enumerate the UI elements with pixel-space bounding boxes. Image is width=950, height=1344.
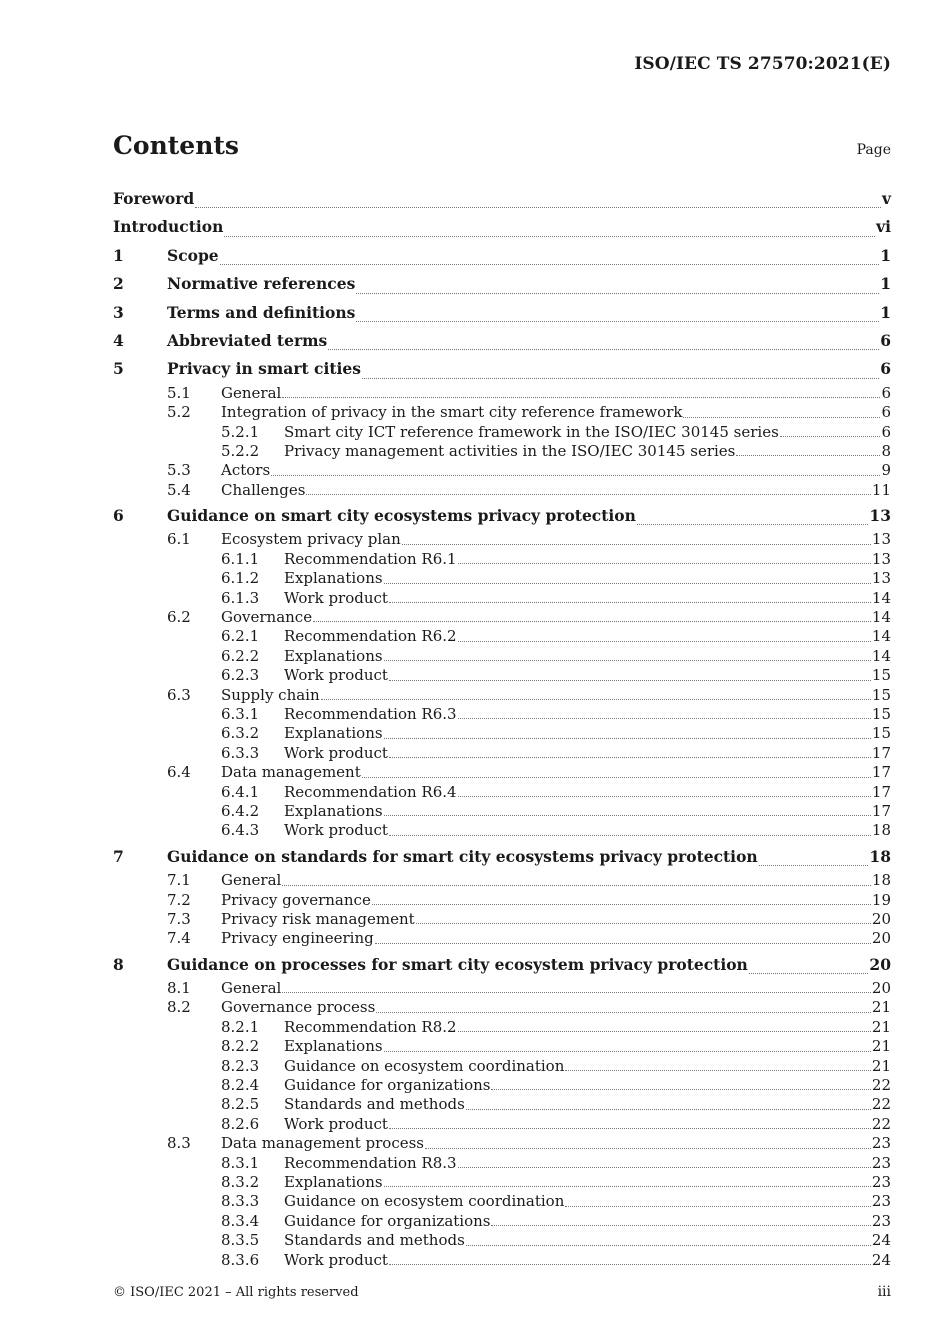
toc-entry-number: 6.1.3 [221,588,260,607]
toc-entry[interactable] [113,627,891,646]
dot-leader [683,417,880,418]
toc-entry-page: v [881,189,891,208]
toc-entry-title: Work product [284,1114,388,1133]
toc-entry-page: 8 [881,441,891,460]
dot-leader [759,865,869,866]
toc-entry-number: 8.2.6 [221,1114,260,1133]
toc-entry-title: Explanations [284,801,383,820]
toc-entry-page: 23 [871,1192,891,1211]
toc-entry-number: 2 [113,274,124,294]
toc-entry-page: 18 [869,846,891,866]
toc-entry[interactable] [113,1231,891,1250]
toc-entry-number: 8.2.4 [221,1076,260,1095]
dot-leader [356,293,879,294]
toc-entry-title: Guidance for organizations [284,1211,491,1230]
toc-entry[interactable] [113,686,891,705]
toc-entry-title: General [221,979,282,998]
dot-leader [321,699,871,700]
toc-entry-title: Normative references [167,274,356,294]
toc-entry[interactable] [113,705,891,724]
toc-entry[interactable] [113,998,891,1017]
toc-entry-title: Introduction [113,217,224,237]
toc-entry-page: 6 [880,359,891,379]
dot-leader [313,621,871,622]
toc-entry-page: 20 [869,954,891,974]
toc-entry-page: 18 [871,821,891,840]
dot-leader [749,973,869,974]
toc-entry-number: 6.2.1 [221,627,260,646]
toc-entry[interactable] [113,871,891,890]
toc-entry-number: 6.3.2 [221,724,260,743]
toc-entry-title: Integration of privacy in the smart city reference framework [221,403,683,422]
dot-leader [458,1031,871,1032]
toc-entry-number: 6.2 [167,608,191,627]
toc-entry-number: 7.4 [167,929,191,948]
toc-entry[interactable] [113,530,891,549]
toc-entry-page: 22 [871,1114,891,1133]
toc-entry[interactable] [113,1018,891,1037]
toc-entry-number: 8.2.3 [221,1056,260,1075]
toc-entry[interactable] [113,589,891,608]
toc-entry[interactable] [113,550,891,569]
toc-entry-number: 8.3 [167,1134,191,1153]
toc-entry-title: Privacy management activities in the ISO/IEC 30145 series [284,441,736,460]
footer-copyright: © ISO/IEC 2021 – All rights reserved [113,1285,359,1300]
dot-leader [375,943,871,944]
dot-leader [271,475,880,476]
toc-entry-page: 17 [871,743,891,762]
dot-leader [458,563,871,564]
dot-leader [466,1109,871,1110]
dot-leader [362,777,871,778]
toc-entry-number: 5.2 [167,403,191,422]
toc-entry-title: Smart city ICT reference framework in the ISO/IEC 30145 series [284,422,779,441]
dot-leader [458,641,871,642]
dot-leader [384,583,871,584]
toc-entry-title: Standards and methods [284,1095,465,1114]
toc-entry[interactable] [113,185,891,213]
toc-entry-number: 8.3.6 [221,1250,260,1269]
toc-entry[interactable] [113,910,891,929]
dot-leader [458,1167,871,1168]
toc-entry-title: Privacy engineering [221,929,374,948]
dot-leader [282,885,871,886]
dot-leader [491,1225,870,1226]
dot-leader [356,321,879,322]
toc-entry-title: Challenges [221,480,306,499]
toc-entry[interactable] [113,1076,891,1095]
toc-entry-number: 8.2.5 [221,1095,260,1114]
toc-entry-number: 6.3 [167,685,191,704]
toc-entry-title: Terms and definitions [167,302,356,322]
toc-entry-title: Guidance on standards for smart city ecosystems privacy protection [167,846,758,866]
toc-entry-title: Guidance on ecosystem coordination [284,1056,565,1075]
toc-entry-page: 17 [871,763,891,782]
toc-entry-page: 20 [871,909,891,928]
toc-entry-title: Recommendation R6.4 [284,782,457,801]
toc-entry-page: 15 [871,685,891,704]
toc-entry-page: 6 [881,422,891,441]
toc-entry-page: 15 [871,666,891,685]
toc-entry-page: 23 [871,1211,891,1230]
toc-entry-title: Work product [284,1250,388,1269]
table-of-contents [113,185,891,1270]
toc-entry-page: 22 [871,1076,891,1095]
toc-entry[interactable] [113,744,891,763]
dot-leader [466,1245,871,1246]
toc-entry-number: 6.4 [167,763,191,782]
toc-entry[interactable] [113,1134,891,1153]
toc-entry-page: 14 [871,627,891,646]
dot-leader [306,494,871,495]
toc-entry-page: 13 [871,530,891,549]
toc-entry-number: 6.1.1 [221,549,260,568]
toc-entry-page: 6 [881,383,891,402]
toc-entry-number: 8.3.1 [221,1153,260,1172]
toc-entry-page: 9 [881,461,891,480]
dot-leader [224,236,875,237]
dot-leader [376,1012,871,1013]
toc-entry-title: Work product [284,821,388,840]
toc-entry-page: 18 [871,871,891,890]
toc-entry[interactable] [113,608,891,627]
toc-entry[interactable] [113,327,891,355]
toc-entry-number: 6 [113,506,124,526]
toc-entry[interactable] [113,461,891,480]
toc-entry[interactable] [113,423,891,442]
toc-entry-number: 4 [113,330,124,350]
toc-entry-page: 13 [871,569,891,588]
toc-entry-page: 6 [880,330,891,350]
dot-leader [637,524,869,525]
footer-page-number: iii [877,1284,891,1300]
dot-leader [389,602,871,603]
toc-entry-number: 5.4 [167,480,191,499]
dot-leader [458,718,871,719]
dot-leader [372,904,871,905]
dot-leader [425,1148,871,1149]
toc-entry[interactable] [113,1057,891,1076]
toc-entry-number: 5.2.1 [221,422,260,441]
toc-entry-page: 1 [880,245,891,265]
toc-entry-page: 21 [871,1037,891,1056]
toc-entry-title: Recommendation R8.3 [284,1153,457,1172]
dot-leader [195,207,881,208]
toc-entry[interactable] [113,213,891,241]
toc-entry-page: 23 [871,1172,891,1191]
toc-entry-title: Supply chain [221,685,320,704]
toc-entry-number: 5.2.2 [221,441,260,460]
toc-entry-page: 15 [871,704,891,723]
dot-leader [402,544,871,545]
toc-entry-page: 22 [871,1095,891,1114]
toc-entry-title: Work product [284,666,388,685]
toc-entry-number: 6.4.2 [221,801,260,820]
toc-entry[interactable] [113,242,891,270]
toc-entry-number: 7.2 [167,890,191,909]
toc-entry-number: 8.2 [167,998,191,1017]
toc-entry-page: 1 [880,302,891,322]
dot-leader [565,1206,871,1207]
toc-entry-number: 7.3 [167,909,191,928]
toc-entry-number: 8.2.2 [221,1037,260,1056]
toc-entry[interactable] [113,1173,891,1192]
toc-entry[interactable] [113,951,891,979]
toc-entry-number: 6.1.2 [221,569,260,588]
toc-entry-title: General [221,383,282,402]
toc-entry-page: 21 [871,998,891,1017]
toc-entry-page: 17 [871,801,891,820]
dot-leader [389,757,871,758]
dot-leader [328,349,879,350]
toc-entry-number: 7 [113,846,124,866]
dot-leader [736,455,880,456]
toc-entry-title: Recommendation R6.3 [284,704,457,723]
toc-entry-title: Privacy in smart cities [167,359,362,379]
toc-entry-number: 8.3.4 [221,1211,260,1230]
toc-entry[interactable] [113,647,891,666]
toc-entry-number: 3 [113,302,124,322]
toc-entry[interactable] [113,1154,891,1173]
toc-entry-page: 14 [871,608,891,627]
toc-entry[interactable] [113,843,891,871]
toc-entry-number: 6.2.3 [221,666,260,685]
toc-entry-number: 8.3.2 [221,1172,260,1191]
toc-entry-title: Recommendation R6.2 [284,627,457,646]
toc-entry-title: Ecosystem privacy plan [221,530,401,549]
toc-entry-title: Work product [284,743,388,762]
toc-entry[interactable] [113,763,891,782]
dot-leader [384,660,871,661]
toc-entry-page: 1 [880,274,891,294]
toc-entry[interactable] [113,802,891,821]
toc-entry-number: 5 [113,359,124,379]
toc-entry-title: Explanations [284,1037,383,1056]
toc-entry-number: 8.2.1 [221,1017,260,1036]
toc-entry[interactable] [113,821,891,840]
toc-entry-number: 8.3.3 [221,1192,260,1211]
toc-entry-number: 5.3 [167,461,191,480]
toc-entry-title: Standards and methods [284,1231,465,1250]
toc-entry[interactable] [113,929,891,948]
toc-entry-title: Scope [167,245,219,265]
toc-entry-page: 11 [871,480,891,499]
toc-entry-page: 23 [871,1153,891,1172]
toc-entry-title: Guidance for organizations [284,1076,491,1095]
dot-leader [565,1070,871,1071]
toc-entry-title: Guidance on processes for smart city ecosystem privacy protection [167,954,748,974]
toc-entry-title: Explanations [284,569,383,588]
toc-entry-title: Data management [221,763,361,782]
toc-entry-number: 5.1 [167,383,191,402]
dot-leader [362,378,879,379]
document-id-header: ISO/IEC TS 27570:2021(E) [634,54,891,74]
toc-entry-page: 15 [871,724,891,743]
toc-entry-title: Abbreviated terms [167,330,328,350]
toc-entry-page: vi [876,217,891,237]
toc-entry-page: 23 [871,1134,891,1153]
toc-entry-title: Explanations [284,646,383,665]
dot-leader [416,923,871,924]
toc-entry-title: Actors [221,461,271,480]
toc-entry[interactable] [113,355,891,383]
toc-entry-page: 13 [871,549,891,568]
dot-leader [384,1051,871,1052]
dot-leader [491,1089,870,1090]
dot-leader [384,1186,871,1187]
page-column-label: Page [856,142,891,158]
toc-entry-page: 21 [871,1056,891,1075]
toc-entry-number: 6.1 [167,530,191,549]
toc-entry-number: 6.4.1 [221,782,260,801]
toc-entry-title: Guidance on ecosystem coordination [284,1192,565,1211]
toc-entry-number: 6.3.1 [221,704,260,723]
toc-entry-page: 13 [869,506,891,526]
dot-leader [458,796,871,797]
toc-entry-number: 1 [113,245,124,265]
toc-entry-title: Data management process [221,1134,424,1153]
toc-entry-number: 8.1 [167,979,191,998]
toc-entry[interactable] [113,502,891,530]
dot-leader [384,815,871,816]
toc-entry[interactable] [113,979,891,998]
dot-leader [282,397,880,398]
toc-entry[interactable] [113,1251,891,1270]
page-title: Contents [113,131,240,160]
toc-entry[interactable] [113,666,891,685]
toc-entry[interactable] [113,1095,891,1114]
toc-entry-page: 20 [871,929,891,948]
toc-entry-title: Recommendation R8.2 [284,1017,457,1036]
toc-entry-title: Work product [284,588,388,607]
toc-entry-number: 8.3.5 [221,1231,260,1250]
toc-entry-number: 6.3.3 [221,743,260,762]
toc-entry-page: 24 [871,1250,891,1269]
toc-entry-title: Recommendation R6.1 [284,549,457,568]
toc-entry-title: Explanations [284,724,383,743]
dot-leader [780,436,881,437]
toc-entry-title: General [221,871,282,890]
dot-leader [389,835,871,836]
toc-entry[interactable] [113,442,891,461]
toc-entry-page: 17 [871,782,891,801]
toc-entry-title: Privacy governance [221,890,371,909]
toc-entry[interactable] [113,403,891,422]
toc-entry-title: Foreword [113,189,195,208]
dot-leader [389,680,871,681]
dot-leader [384,738,871,739]
toc-entry-page: 6 [881,403,891,422]
toc-entry-number: 8 [113,954,124,974]
toc-entry-page: 21 [871,1017,891,1036]
toc-entry[interactable] [113,299,891,327]
toc-entry[interactable] [113,270,891,298]
toc-entry-page: 19 [871,890,891,909]
toc-entry-title: Guidance on smart city ecosystems privacy protection [167,506,636,526]
toc-entry[interactable] [113,569,891,588]
toc-entry-page: 14 [871,646,891,665]
toc-entry-page: 24 [871,1231,891,1250]
toc-entry-title: Governance [221,608,313,627]
dot-leader [389,1128,871,1129]
toc-entry-number: 6.2.2 [221,646,260,665]
toc-entry-page: 14 [871,588,891,607]
toc-entry-number: 7.1 [167,871,191,890]
toc-entry[interactable] [113,481,891,500]
toc-entry[interactable] [113,1192,891,1211]
toc-entry[interactable] [113,724,891,743]
dot-leader [220,264,880,265]
toc-entry[interactable] [113,1212,891,1231]
toc-entry[interactable] [113,783,891,802]
toc-entry[interactable] [113,384,891,403]
toc-entry-title: Explanations [284,1172,383,1191]
toc-entry-page: 20 [871,979,891,998]
dot-leader [389,1264,871,1265]
toc-entry-number: 6.4.3 [221,821,260,840]
toc-entry[interactable] [113,891,891,910]
toc-entry-title: Governance process [221,998,376,1017]
dot-leader [282,992,871,993]
toc-entry[interactable] [113,1037,891,1056]
toc-entry-title: Privacy risk management [221,909,415,928]
toc-entry[interactable] [113,1115,891,1134]
